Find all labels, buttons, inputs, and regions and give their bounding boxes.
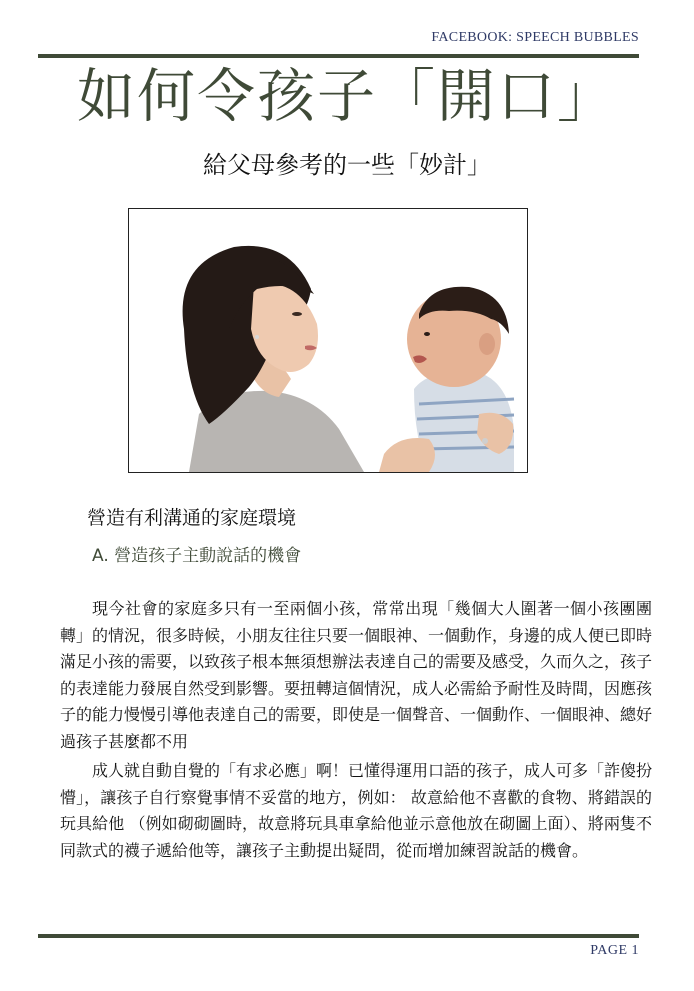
body-paragraph: 現今社會的家庭多只有一至兩個小孩，常常出現「幾個大人圍著一個小孩團團轉」的情況，很多時候，小朋友往往只要一個眼神、一個動作，身邊的成人便已即時滿足小孩的需要，以致孩子根本無須想辦法表達自己的需要及感受，久而久之，孩子的表達能力發展自然受到影響。要扭轉這個情況，成人必需給予耐性及時間，因應孩子的能力慢慢引導他表達自己的需要，即使是一個聲音、一個動作、一個眼神、總好過孩子甚麼都不用 — [60, 599, 653, 751]
body-paragraph: 成人就自動自覺的「有求必應」啊！已懂得運用口語的孩子，成人可多「詐傻扮懵」，讓孩子自行察覺事情不妥當的地方，例如： 故意給他不喜歡的食物、將錯誤的玩具給他 （例如砌砌圖時，故意將玩具車拿給他並示意他放在砌圖上面）、將兩隻不同款式的襪子遞給他等，讓孩子主動提出疑問，從而增加練習說話的機會。 — [60, 761, 653, 860]
mother-and-baby-photo — [128, 208, 528, 473]
mother-and-baby-illustration — [129, 209, 527, 472]
header-rule — [38, 54, 639, 58]
section-subheading: A. 營造孩子主動說話的機會 — [92, 546, 302, 566]
footer-rule — [38, 934, 639, 938]
page-title: 如何令孩子「開口」 — [76, 62, 617, 130]
section-heading: 營造有利溝通的家庭環境 — [87, 507, 297, 529]
page-number: PAGE 1 — [590, 943, 639, 958]
page-subtitle: 給父母參考的一些「妙計」 — [203, 151, 491, 179]
running-header: FACEBOOK: SPEECH BUBBLES — [431, 30, 639, 45]
